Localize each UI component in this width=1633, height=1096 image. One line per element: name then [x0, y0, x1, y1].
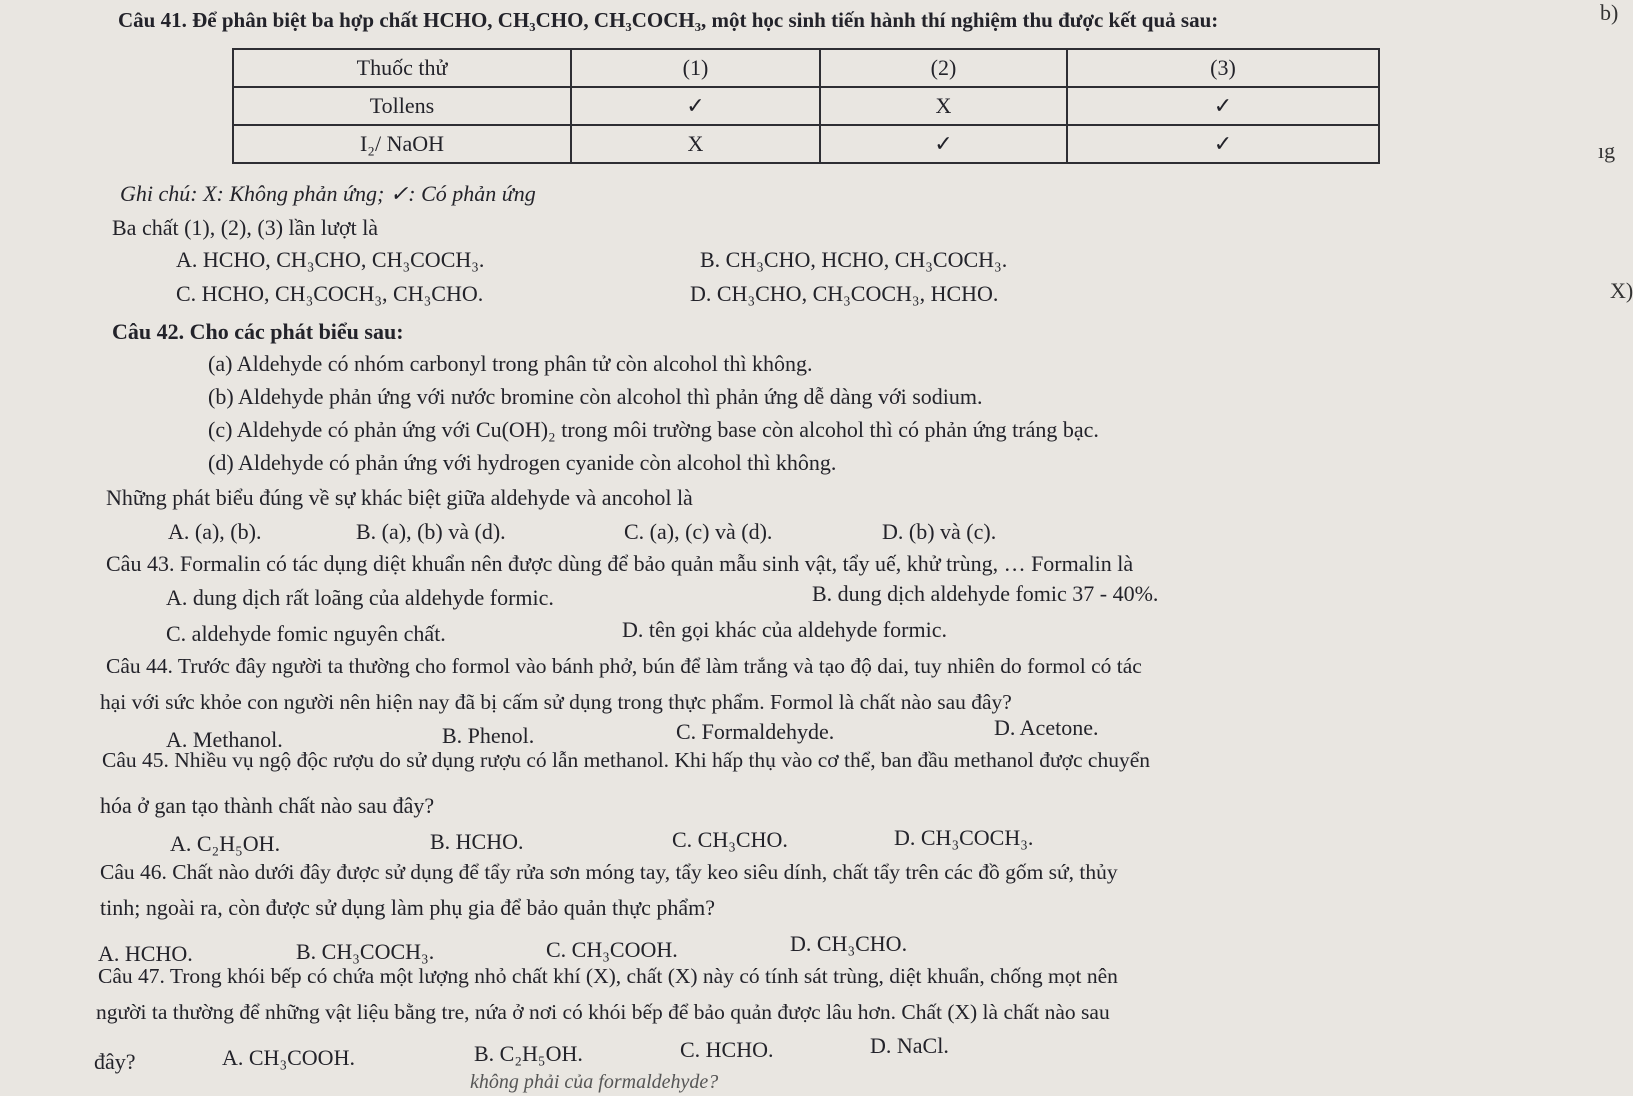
q42-option-b[interactable]: B. (a), (b) và (d). — [356, 519, 506, 544]
bottom-cut-text: không phải của formaldehyde? — [470, 1071, 719, 1093]
q45-stem-line-1: Câu 45. Nhiều vụ ngộ độc rượu do sử dụng rượu có lẫn methanol. Khi hấp thụ vào cơ thể, ban đầu methanol được chuyển — [102, 748, 1151, 772]
q45-option-c[interactable]: C. CH₃CHO. — [672, 827, 788, 852]
table-cell: ✓ — [820, 125, 1067, 163]
q43-option-c[interactable]: C. aldehyde fomic nguyên chất. — [166, 621, 446, 646]
q43-stem: Câu 43. Formalin có tác dụng diệt khuẩn nên được dùng để bảo quản mẫu sinh vật, tẩy uế, khử trùng, … Formalin là — [106, 551, 1134, 576]
q42-statement: (c) Aldehyde có phản ứng với Cu(OH)₂ trong môi trường base còn alcohol thì có phản ứng tráng bạc. — [208, 417, 1099, 442]
q47-stem-line-2: người ta thường để những vật liệu bằng tre, nứa ở nơi có khói bếp để bảo quản được lâu hơn. Chất (X) là chất nào sau — [96, 1000, 1110, 1024]
margin-note-top: b) — [1600, 0, 1619, 25]
q47-option-c[interactable]: C. HCHO. — [680, 1037, 774, 1062]
q45-stem-line-2: hóa ở gan tạo thành chất nào sau đây? — [100, 793, 435, 818]
q42-question: Những phát biểu đúng về sự khác biệt giữa aldehyde và ancohol là — [106, 485, 693, 510]
table-cell: ✓ — [571, 87, 820, 125]
q45-option-a[interactable]: A. C₂H₅OH. — [170, 831, 281, 856]
q47-stem-line-1: Câu 47. Trong khói bếp có chứa một lượng nhỏ chất khí (X), chất (X) này có tính sát trùng, diệt khuẩn, chống mọt nên — [98, 964, 1118, 988]
table-header-cell: (2) — [820, 49, 1067, 87]
margin-note-mid: ıg — [1598, 138, 1616, 163]
q46-option-c[interactable]: C. CH₃COOH. — [546, 937, 678, 962]
table-row — [233, 125, 1379, 163]
q47-option-a[interactable]: A. CH₃COOH. — [222, 1045, 355, 1070]
q41-stem: Câu 41. Để phân biệt ba hợp chất HCHO, CH₃CHO, CH₃COCH₃, một học sinh tiến hành thí nghiệm thu được kết quả sau: — [118, 8, 1219, 32]
q43-option-d[interactable]: D. tên gọi khác của aldehyde formic. — [622, 617, 947, 642]
q46-option-d[interactable]: D. CH₃CHO. — [790, 931, 908, 956]
q42-option-d[interactable]: D. (b) và (c). — [882, 519, 997, 544]
table-header-cell: (3) — [1067, 49, 1379, 87]
table-cell: ✓ — [1067, 87, 1379, 125]
q43-option-a[interactable]: A. dung dịch rất loãng của aldehyde formic. — [166, 585, 554, 610]
q47-option-d[interactable]: D. NaCl. — [870, 1033, 949, 1058]
table-header-cell: (1) — [571, 49, 820, 87]
q42-option-c[interactable]: C. (a), (c) và (d). — [624, 519, 773, 544]
q46-option-b[interactable]: B. CH₃COCH₃. — [296, 939, 435, 964]
table-row — [233, 87, 1379, 125]
table-header-row — [233, 49, 1379, 87]
q44-option-d[interactable]: D. Acetone. — [994, 715, 1099, 740]
q42-stem: Câu 42. Cho các phát biểu sau: — [112, 319, 404, 344]
q45-option-d[interactable]: D. CH₃COCH₃. — [894, 825, 1034, 850]
q42-option-a[interactable]: A. (a), (b). — [168, 519, 262, 544]
q41-option-b[interactable]: B. CH₃CHO, HCHO, CH₃COCH₃. — [700, 247, 1008, 272]
q45-option-b[interactable]: B. HCHO. — [430, 829, 524, 854]
q41-question: Ba chất (1), (2), (3) lần lượt là — [112, 215, 379, 240]
q41-note: Ghi chú: X: Không phản ứng; ✓: Có phản ứng — [120, 181, 536, 206]
q42-statement: (a) Aldehyde có nhóm carbonyl trong phân tử còn alcohol thì không. — [208, 351, 813, 376]
q44-option-b[interactable]: B. Phenol. — [442, 723, 535, 748]
table-cell: X — [820, 87, 1067, 125]
q42-statement: (b) Aldehyde phản ứng với nước bromine còn alcohol thì phản ứng dễ dàng với sodium. — [208, 384, 983, 409]
table-cell: Tollens — [233, 87, 571, 125]
q44-option-c[interactable]: C. Formaldehyde. — [676, 719, 835, 744]
q47-stem-line-3: đây? — [94, 1049, 136, 1074]
table-header-cell: Thuốc thử — [233, 49, 571, 87]
q41-option-c[interactable]: C. HCHO, CH₃COCH₃, CH₃CHO. — [176, 281, 484, 306]
q46-stem-line-2: tinh; ngoài ra, còn được sử dụng làm phụ gia để bảo quản thực phẩm? — [100, 895, 715, 920]
margin-note-lower: X) — [1610, 278, 1633, 303]
q44-stem-line-1: Câu 44. Trước đây người ta thường cho formol vào bánh phở, bún để làm trắng và tạo độ dai, tuy nhiên do formol có tác — [106, 654, 1142, 678]
q47-option-b[interactable]: B. C₂H₅OH. — [474, 1041, 583, 1066]
table-cell: X — [571, 125, 820, 163]
q43-option-b[interactable]: B. dung dịch aldehyde fomic 37 - 40%. — [812, 581, 1159, 606]
reaction-table — [232, 48, 1380, 164]
table-cell: ✓ — [1067, 125, 1379, 163]
q46-option-a[interactable]: A. HCHO. — [98, 941, 193, 966]
table-cell: I₂/ NaOH — [233, 125, 571, 163]
q44-option-a[interactable]: A. Methanol. — [166, 727, 283, 752]
q42-statement: (d) Aldehyde có phản ứng với hydrogen cyanide còn alcohol thì không. — [208, 450, 837, 475]
q41-option-a[interactable]: A. HCHO, CH₃CHO, CH₃COCH₃. — [176, 247, 485, 272]
q46-stem-line-1: Câu 46. Chất nào dưới đây được sử dụng để tẩy rửa sơn móng tay, tẩy keo siêu dính, chất tẩy trên các đồ gốm sứ, thủy — [100, 860, 1118, 884]
q41-option-d[interactable]: D. CH₃CHO, CH₃COCH₃, HCHO. — [690, 281, 999, 306]
q44-stem-line-2: hại với sức khỏe con người nên hiện nay đã bị cấm sử dụng trong thực phẩm. Formol là chất nào sau đây? — [100, 690, 1012, 714]
